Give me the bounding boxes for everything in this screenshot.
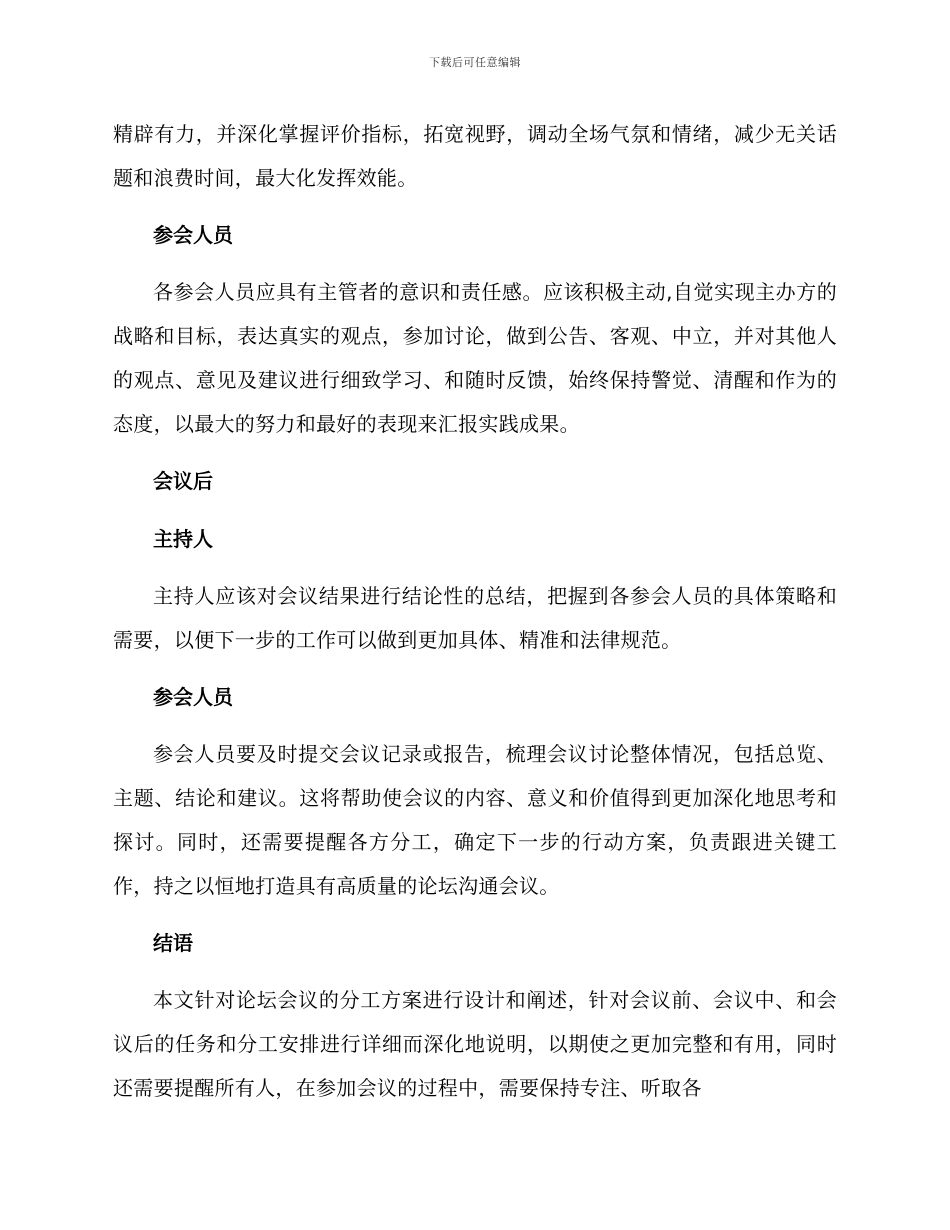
document-body xyxy=(113,112,837,1122)
heading-after-meeting: 会议后 xyxy=(153,469,213,493)
paragraph-host: 主持人应该对会议结果进行结论性的总结，把握到各参会人员的具体策略和需要，以便下一步的工作可以做到更加具体、精准和法律规范。 xyxy=(113,584,837,652)
header-note: 下载后可任意编辑 xyxy=(429,56,521,69)
paragraph-conclusion: 本文针对论坛会议的分工方案进行设计和阐述，针对会议前、会议中、和会议后的任务和分工安排进行详细而深化地说明，以期使之更加完整和有用，同时还需要提醒所有人，在参加会议的过程中，需要保持专注、听取各 xyxy=(113,988,837,1100)
paragraph-continuation: 精辟有力，并深化掌握评价指标，拓宽视野，调动全场气氛和情绪，减少无关话题和浪费时间，最大化发挥效能。 xyxy=(113,122,837,190)
heading-conclusion: 结语 xyxy=(153,931,193,955)
paragraph-participants: 各参会人员应具有主管者的意识和责任感。应该积极主动,自觉实现主办方的战略和目标，表达真实的观点，参加讨论，做到公告、客观、中立，并对其他人的观点、意见及建议进行细致学习、和随时反馈，始终保持警觉、清醒和作为的态度，以最大的努力和最好的表现来汇报实践成果。 xyxy=(113,280,837,436)
heading-participants: 参会人员 xyxy=(153,223,233,247)
heading-participants-after: 参会人员 xyxy=(153,685,233,709)
paragraph-participants-after: 参会人员要及时提交会议记录或报告，梳理会议讨论整体情况，包括总览、主题、结论和建议。这将帮助使会议的内容、意义和价值得到更加深化地思考和探讨。同时，还需要提醒各方分工，确定下一步的行动方案，负责跟进关键工作，持之以恒地打造具有高质量的论坛沟通会议。 xyxy=(113,742,837,898)
heading-host: 主持人 xyxy=(153,527,213,551)
